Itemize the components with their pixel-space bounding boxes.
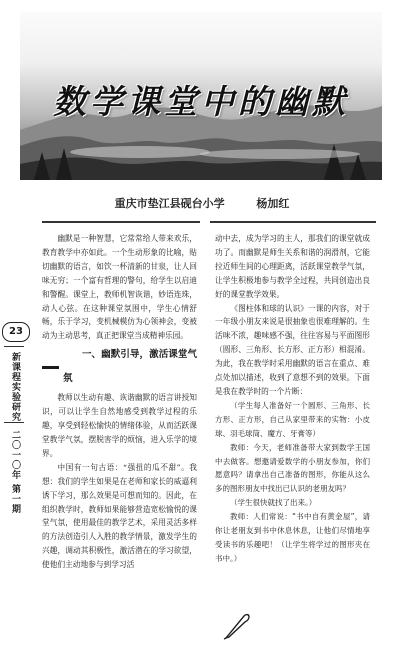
title-banner [20,12,382,180]
paragraph: 幽默是一种智慧，它常常给人带来欢乐，教育教学中亦如此。一个生动形象的比喻，贴切幽默的语言，如饮一杯清新的甘泉，让人回味无穷；一个富有哲理的警句，给学生以启迪和警醒。课堂上，教师机智诙谐，妙语连珠，动人心弦。在这种课堂氛围中，学生心情舒畅，乐于学习，变机械模仿为心领神会，变被动为主动思考，真正把课堂当成精神乐园。 [42,234,197,341]
author-school: 重庆市垫江县砚台小学 [114,197,225,210]
section-heading-text: 一、幽默引导，激活课堂气氛 [62,349,197,385]
paragraph: 教师以生动有趣、诙谐幽默的语言讲授知识，可以让学生自然地感受到教学过程的乐趣，享受到轻松愉快的情绪体验，从而活跃课堂教学气氛，摆脱害学的烦恼，进入乐学的境界。 [42,393,197,458]
side-divider [4,346,24,347]
paragraph: 中国有一句古语：“强扭的瓜不甜”。我想：我们的学生如果是在老师和家长的威逼利诱下学习，那么效果是可想而知的。因此，在组织教学时，教师如果能够营造宽松愉悦的课堂气氛，使用最佳的教学艺术，采用灵活多样的方法创造引人入胜的教学情景，激发学生的兴趣，调动其积极性，激活潜在的学习欲望，使他们主动地参与到学习活 [42,462,197,570]
dialog-paragraph: 教师：人们常说：“书中自有黄金屋”，请你让老朋友到书中休息休息，让他们尽情地享受读书的乐趣吧！（让学生将学过的图形夹在书中。） [215,512,370,563]
journal-name: 新课程实验研究 [10,352,20,422]
dialog-paragraph: （学生很快就找了出来。） [230,498,317,508]
paragraph: 动中去，成为学习的主人，那我们的课堂就成功了。而幽默是师生关系和谐的润滑剂，它能拉近师生间的心理距离，活跃课堂教学气氛，让学生积极地参与教学全过程，共同创造出良好的课堂教学效果。 [215,234,370,299]
dialog-paragraph: （学生每人准备好一个圆形、三角形、长方形、正方形，自己从家里带来的实物：小皮球、羽毛球筒、魔方、牙膏等） [215,400,370,438]
dialog-paragraph: 教师：今天，老师准备带大家到数学王国中去做客。想邀请爱数学的小朋友参加，你们愿意吗？请拿出自己准备的图形，你能从这么多的图形朋友中找出已认识的老朋友吗？ [215,442,370,494]
header-divider-right [210,221,376,223]
paragraph: 《图柱体和球的认识》一课的内容，对于一年级小朋友来说是很抽象也很难理解的。生活味不浓，趣味感不强，往往容易与平面图形（圆形、三角形、长方形、正方形）相混淆。为此，我在教学时采用幽默的语言在重点、难点处加以描述，收到了意想不到的效果。下面是我在教学时的一个片断： [215,303,370,396]
heading-bar-icon [42,366,59,369]
page-number: 23 [2,322,30,342]
side-divider [4,422,24,423]
article-title: 数学课堂中的幽默 [53,82,349,121]
left-column [42,232,197,572]
author-line [0,195,404,211]
right-column [215,232,370,566]
quill-pen-icon [222,610,252,640]
author-name: 杨加红 [256,197,290,210]
header-divider-left [42,221,200,223]
journal-issue: 二〇一〇年 第一期 [10,430,20,515]
section-heading [42,343,197,391]
